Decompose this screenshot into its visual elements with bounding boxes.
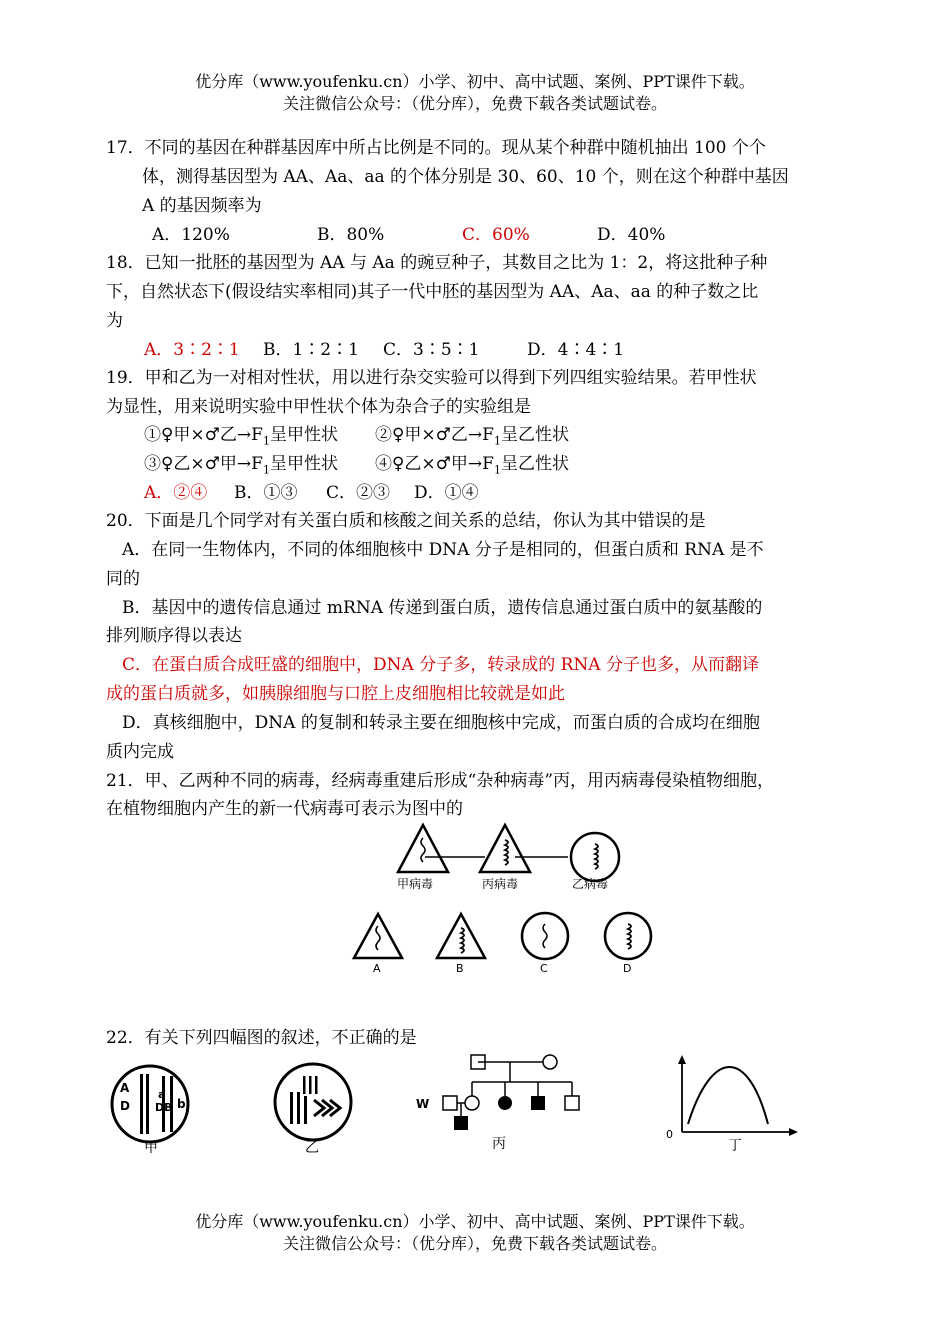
gene-label-D: D <box>120 1099 130 1113</box>
footer-line-2: 关注微信公众号：（优分库），免费下载各类试题试卷。 <box>282 1234 667 1253</box>
label-bing: 丙 <box>492 1136 506 1152</box>
gene-label-b: b <box>177 1097 186 1111</box>
male-affected-icon <box>531 1096 545 1110</box>
chromosome-icon <box>146 1074 149 1134</box>
label-jia-virus: 甲病毒 <box>397 877 434 891</box>
label-option-a: A <box>373 962 381 975</box>
rna-coiled-icon <box>628 924 631 949</box>
male-unaffected-icon <box>565 1096 579 1110</box>
label-bing-virus: 丙病毒 <box>482 877 519 891</box>
rna-coiled-icon <box>595 844 598 869</box>
q19-cross-2: ②♀甲×♂乙$\to F_1$呈乙性状 <box>375 425 569 448</box>
male-affected-icon <box>454 1116 468 1130</box>
rna-coiled-icon <box>505 840 508 865</box>
gene-label-A: A <box>120 1081 130 1095</box>
q17-option-b: B．80% <box>317 225 385 245</box>
chromosome-icon <box>315 1076 318 1094</box>
q20-option-d-1: D．真核细胞中，DNA 的复制和转录主要在细胞核中完成，而蛋白质的合成均在细胞 <box>122 713 760 733</box>
q18-option-a: A．3∶2∶1 <box>144 340 240 360</box>
q19-option-b: B．①③ <box>234 483 298 503</box>
q22-stem: 22．有关下列四幅图的叙述，不正确的是 <box>106 1028 417 1048</box>
option-a-triangle-icon <box>354 914 402 958</box>
label-option-d: D <box>623 962 632 975</box>
virus-jia-triangle-icon <box>398 825 448 872</box>
q21-stem-2: 在植物细胞内产生的新一代病毒可表示为图中的 <box>106 799 463 819</box>
header-line-1: 优分库（www.youfenku.cn）小学、初中、高中试题、案例、PPT课件下载。 <box>195 72 755 91</box>
v-chromosome-icon <box>314 1100 340 1116</box>
q19-cross-1: ①♀甲×♂乙$\to F_1$呈甲性状 <box>144 425 338 448</box>
gene-label-a: a <box>158 1088 166 1101</box>
rna-straight-icon <box>543 924 547 948</box>
q18-option-d: D．4∶4∶1 <box>527 340 625 360</box>
chromosome-icon <box>290 1092 293 1124</box>
chromosome-icon <box>309 1076 312 1094</box>
male-unaffected-icon <box>443 1096 457 1110</box>
q17-option-c: C．60% <box>462 225 530 245</box>
female-affected-icon <box>498 1096 512 1110</box>
female-unaffected-icon <box>465 1096 479 1110</box>
option-c-circle-icon <box>522 913 568 959</box>
q17-option-a: A．120% <box>152 225 230 245</box>
q20-option-a-2: 同的 <box>106 569 140 589</box>
label-option-b: B <box>456 962 464 975</box>
option-b-triangle-icon <box>437 914 485 958</box>
label-ding: 丁 <box>728 1138 742 1154</box>
q19-option-d: D．①④ <box>414 483 479 503</box>
footer-line-1: 优分库（www.youfenku.cn）小学、初中、高中试题、案例、PPT课件下载。 <box>195 1212 755 1231</box>
gene-label-DB: DB <box>155 1101 173 1114</box>
q18-option-b: B．1∶2∶1 <box>263 340 359 360</box>
q18-option-c: C．3∶5∶1 <box>383 340 480 360</box>
rna-straight-icon <box>376 926 380 950</box>
q17-stem-2: 体，测得基因型为 AA、Aa、aa 的个体分别是 30、60、10 个，则在这个种群中基因 <box>142 167 789 187</box>
q18-stem-3: 为 <box>106 311 123 331</box>
q19-option-a: A．②④ <box>144 483 208 503</box>
label-zero: 0 <box>666 1128 673 1141</box>
q17-option-d: D．40% <box>597 225 666 245</box>
q20-stem: 20．下面是几个同学对有关蛋白质和核酸之间关系的总结，你认为其中错误的是 <box>106 511 706 531</box>
arrow-right-icon <box>789 1128 798 1136</box>
label-w: W <box>416 1097 430 1111</box>
q20-option-a-1: A．在同一生物体内，不同的体细胞核中 DNA 分子是相同的，但蛋白质和 RNA 是不 <box>122 540 764 560</box>
chromosome-icon <box>303 1076 306 1094</box>
arrow-up-icon <box>678 1055 686 1064</box>
label-yi-virus: 乙病毒 <box>572 877 609 891</box>
female-unaffected-icon <box>543 1055 557 1069</box>
label-yi: 乙 <box>305 1140 319 1156</box>
q20-option-b-2: 排列顺序得以表达 <box>106 626 242 646</box>
chromosome-icon <box>140 1074 143 1134</box>
bell-curve <box>688 1067 768 1124</box>
q18-stem-1: 18．已知一批胚的基因型为 AA 与 Aa 的豌豆种子，其数目之比为 1：2，将这批种子种 <box>106 253 768 273</box>
q22-figures <box>100 1052 820 1157</box>
label-option-c: C <box>540 962 548 975</box>
q19-cross-4: ④♀乙×♂甲$\to F_1$呈乙性状 <box>375 454 569 477</box>
q19-stem-2: 为显性，用来说明实验中甲性状个体为杂合子的实验组是 <box>106 397 531 417</box>
q20-option-b-1: B．基因中的遗传信息通过 mRNA 传递到蛋白质，遗传信息通过蛋白质中的氨基酸的 <box>122 598 763 618</box>
virus-yi-circle-icon <box>571 833 619 881</box>
q20-option-d-2: 质内完成 <box>106 742 174 762</box>
q17-stem-3: A 的基因频率为 <box>142 196 262 216</box>
q19-option-c: C．②③ <box>326 483 391 503</box>
q21-stem-1: 21．甲、乙两种不同的病毒，经病毒重建后形成“杂种病毒”丙，用丙病毒侵染植物细胞， <box>106 771 775 791</box>
q17-stem-1: 17．不同的基因在种群基因库中所占比例是不同的。现从某个种群中随机抽出 100 个个 <box>106 138 766 158</box>
chromosome-icon <box>304 1096 307 1124</box>
option-d-circle-icon <box>605 913 651 959</box>
chromosome-icon <box>297 1092 300 1124</box>
q20-option-c-2: 成的蛋白质就多，如胰腺细胞与口腔上皮细胞相比较就是如此 <box>106 684 565 704</box>
virus-figure <box>340 820 670 980</box>
rna-straight-icon <box>421 838 425 862</box>
header-line-2: 关注微信公众号：（优分库），免费下载各类试题试卷。 <box>282 94 667 113</box>
cell-yi-icon <box>275 1064 351 1140</box>
label-jia: 甲 <box>144 1140 158 1156</box>
rna-coiled-icon <box>461 928 464 953</box>
q19-cross-3: ③♀乙×♂甲$\to F_1$呈甲性状 <box>144 454 338 477</box>
q19-stem-1: 19．甲和乙为一对相对性状，用以进行杂交实验可以得到下列四组实验结果。若甲性状 <box>106 368 757 388</box>
q20-option-c-1: C．在蛋白质合成旺盛的细胞中，DNA 分子多，转录成的 RNA 分子也多，从而翻译 <box>122 655 759 675</box>
q18-stem-2: 下，自然状态下(假设结实率相同)其子一代中胚的基因型为 AA、Aa、aa 的种子数之比 <box>106 282 759 302</box>
